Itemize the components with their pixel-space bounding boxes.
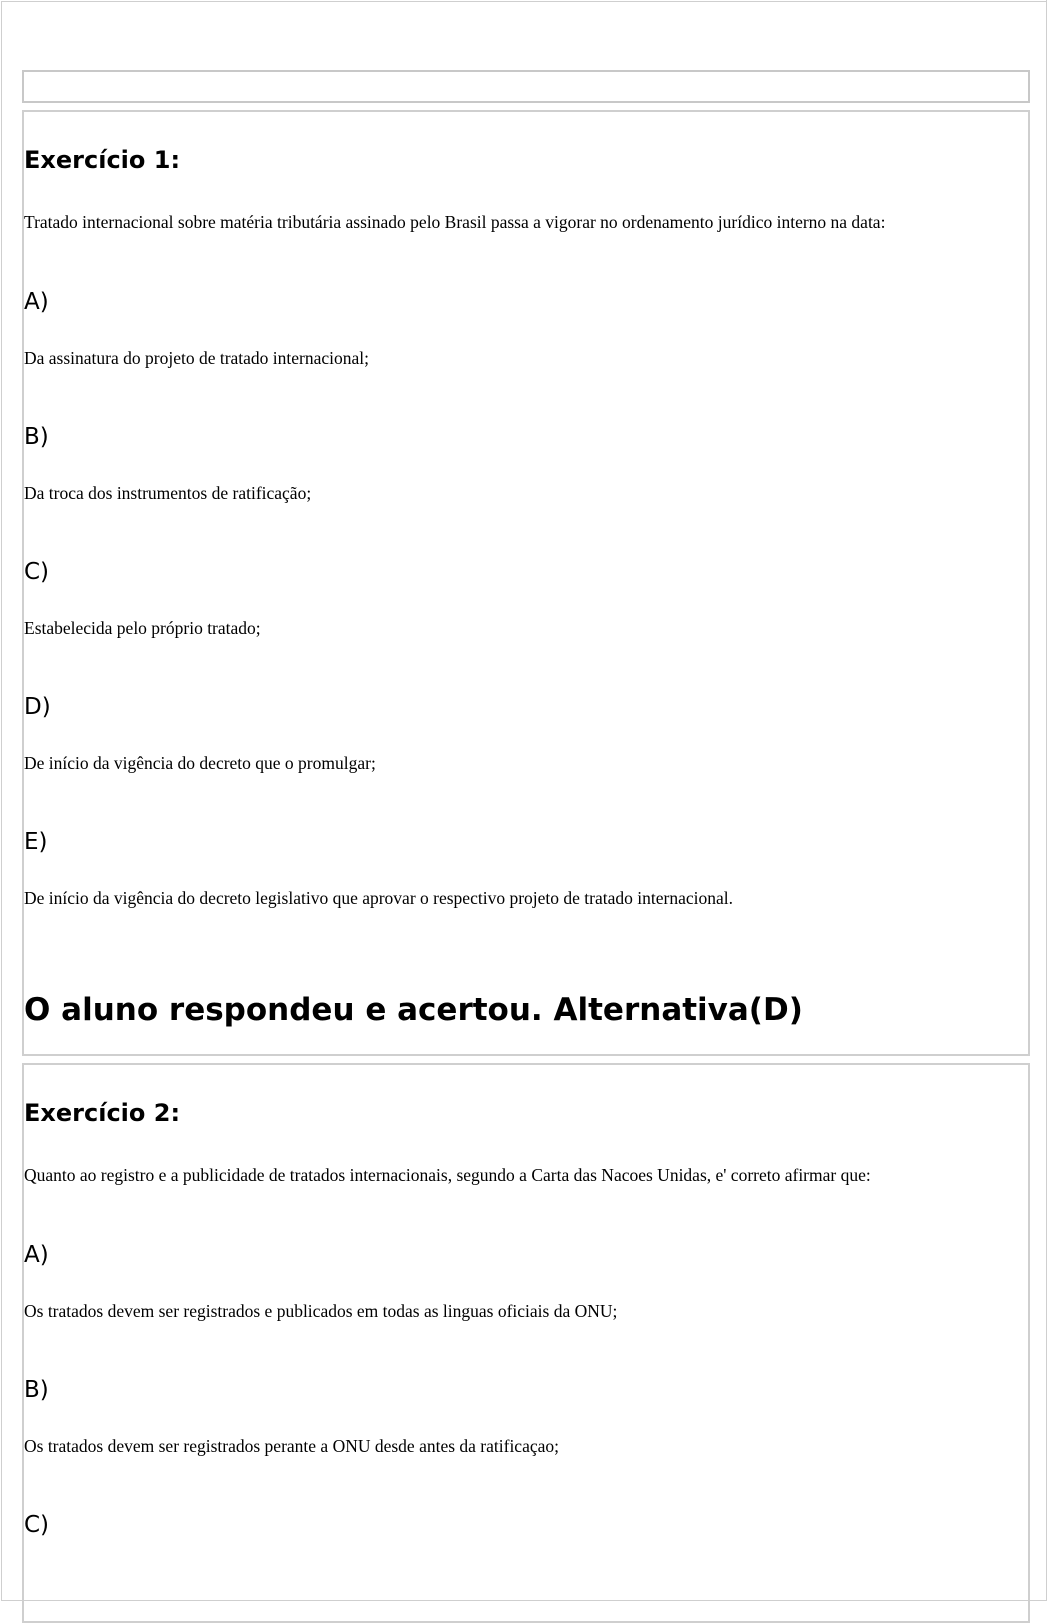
option-b-text: Os tratados devem ser registrados perante a ONU desde antes da ratificaçao;: [24, 1436, 559, 1456]
option-b-text: Da troca dos instrumentos de ratificação;: [24, 483, 312, 503]
exercise-title: Exercício 1:: [24, 146, 181, 174]
exercise-2-card: [22, 1063, 1030, 1623]
question-text: Quanto ao registro e a publicidade de tratados internacionais, segundo a Carta das Nacoes Unidas, e' correto afirmar que:: [24, 1165, 871, 1185]
option-c-letter: C): [24, 1512, 50, 1538]
page-right-border: [1046, 0, 1047, 1562]
empty-header-box: [22, 70, 1030, 103]
option-a-letter: A): [24, 1242, 49, 1268]
option-d-letter: D): [24, 694, 51, 720]
option-c-letter: C): [24, 559, 50, 585]
option-a-letter: A): [24, 289, 49, 315]
option-a-text: Os tratados devem ser registrados e publicados em todas as linguas oficiais da ONU;: [24, 1301, 618, 1321]
result-heading: O aluno respondeu e acertou. Alternativa(D): [24, 992, 803, 1028]
option-e-letter: E): [24, 829, 48, 855]
option-d-text: De início da vigência do decreto que o promulgar;: [24, 753, 376, 773]
option-a-text: Da assinatura do projeto de tratado internacional;: [24, 348, 370, 368]
option-b-letter: B): [24, 1377, 49, 1403]
option-e-text: De início da vigência do decreto legislativo que aprovar o respectivo projeto de tratado internacional.: [24, 888, 733, 908]
exercise-1-card: [22, 110, 1030, 1056]
question-text: Tratado internacional sobre matéria tributária assinado pelo Brasil passa a vigorar no ordenamento jurídico interno na data:: [24, 212, 886, 232]
option-c-text: Estabelecida pelo próprio tratado;: [24, 618, 261, 638]
option-b-letter: B): [24, 424, 49, 450]
exercise-title: Exercício 2:: [24, 1099, 181, 1127]
